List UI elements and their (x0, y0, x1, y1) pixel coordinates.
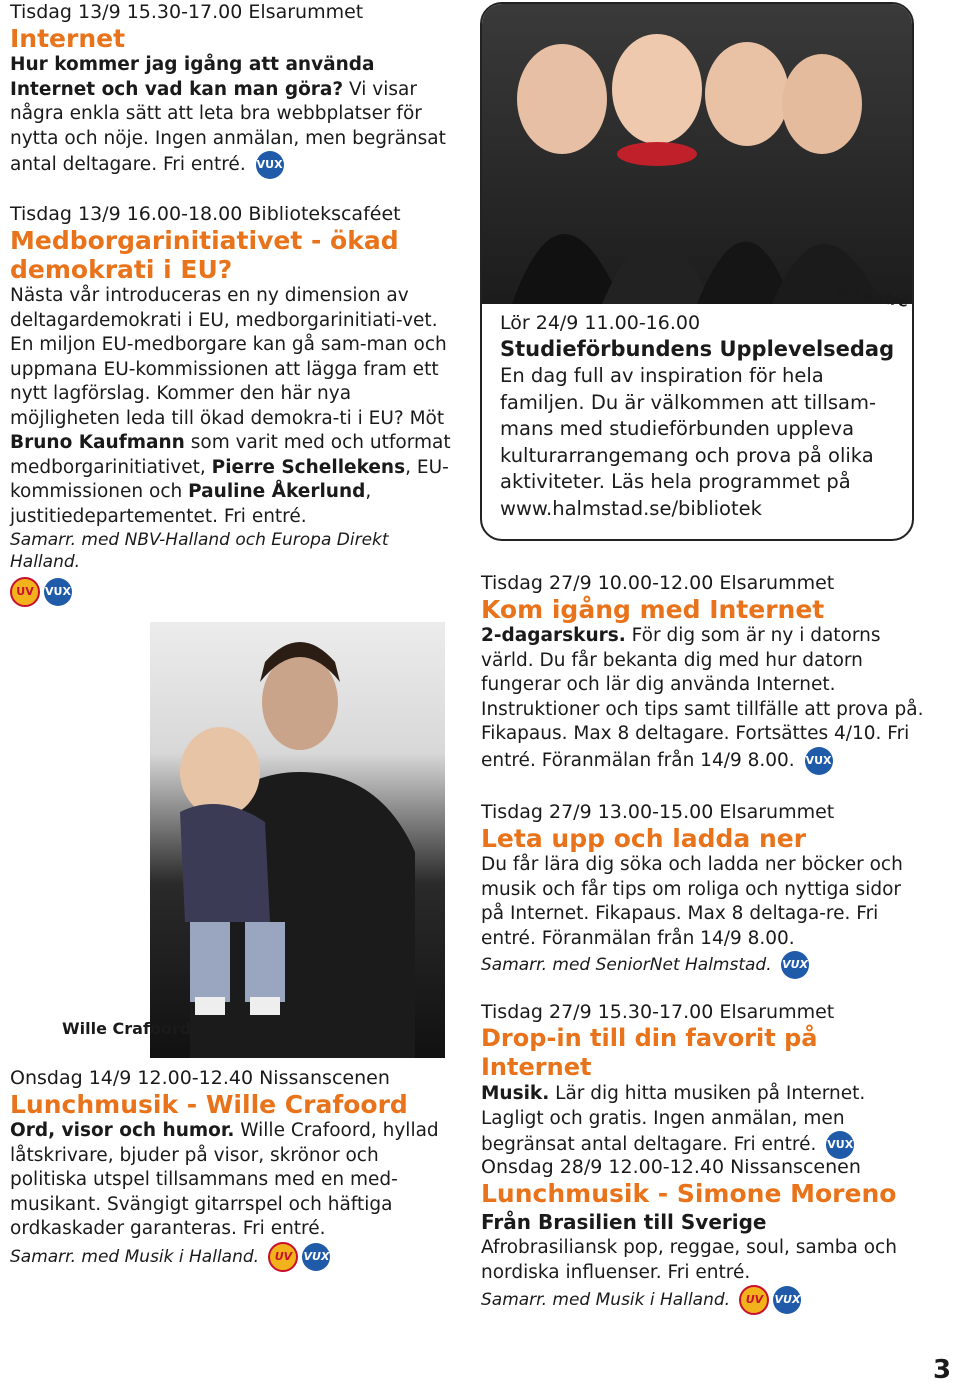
event-title: Medborgarinitiativet - ökad demokrati i EU? (10, 226, 399, 284)
event-description: Musik. Lär dig hitta musiken på Internet. Lagligt och gratis. Ingen anmälan, men begränsat antal deltagare. Fri entré. VUX (481, 1082, 926, 1159)
event-lunchmusik-wille (10, 1066, 455, 1272)
event-sponsor: Samarr. med NBV-Halland och Europa Direkt Halland. (10, 530, 389, 572)
vux-badge: VUX (773, 1286, 801, 1314)
event-date: Tisdag 27/9 15.30-17.00 Elsarummet (481, 1001, 835, 1023)
vux-badge: VUX (826, 1131, 854, 1159)
vux-badge: VUX (805, 747, 833, 775)
event-date: Onsdag 28/9 12.00-12.40 Nissanscenen (481, 1156, 861, 1178)
photo-illustration (150, 622, 445, 1058)
event-title: Kom igång med Internet (481, 595, 825, 624)
badge-row (10, 577, 455, 607)
event-description: 2-dagarskurs. För dig som är ny i datorns värld. Du får bekanta dig med hur datorn fungerar och lär dig använda Internet. Instruktioner och tips samt tillfälle att prova på. Fikapaus. Max 8 deltagare. Fortsättes 4/10. Fri entré. Föranmälan från 14/9 8.00. VUX (481, 624, 931, 775)
event-description: Hur kommer jag igång att använda Internet och vad kan man göra? Vi visar några enkla sätt att leta bra webbplatser för nytta och nöje. Ingen anmälan, men begränsat antal deltagare. Fri entré. VUX (10, 53, 460, 179)
event-title: Studieförbundens Upplevelsedag (500, 337, 895, 361)
event-date: Tisdag 13/9 16.00-18.00 Bibliotekscaféet (10, 203, 401, 225)
upplevelsedag-box (480, 2, 914, 541)
event-kom-igang (481, 571, 931, 775)
event-sponsor: Samarr. med Musik i Halland. UV VUX (10, 1242, 455, 1272)
event-description: Du får lära dig söka och ladda ner böcker och musik och får tips om roliga och nyttiga sidor på Internet. Fikapaus. Max 8 deltaga-re. Fri entré. Föranmälan från 14/9 8.00. (481, 854, 903, 949)
vux-badge: VUX (302, 1243, 330, 1271)
event-description: En dag full av inspiration för hela familjen. Du är välkommen att tillsam-mans med studieförbunden uppleva kulturarrangemang och prova på olika aktiviteter. Läs hela programmet på www.halmstad.se/bibliotek (500, 364, 877, 520)
event-title: Drop-in till din favorit på Internet (481, 1024, 818, 1081)
event-date: Tisdag 27/9 10.00-12.00 Elsarummet (481, 572, 835, 594)
event-date: Onsdag 14/9 12.00-12.40 Nissanscenen (10, 1067, 390, 1089)
box-content (500, 311, 900, 522)
event-sponsor: Samarr. med Musik i Halland. UV VUX (481, 1285, 921, 1315)
event-title: Leta upp och ladda ner (481, 824, 807, 853)
event-title: Lunchmusik - Wille Crafoord (10, 1090, 408, 1119)
event-description: Nästa vår introduceras en ny dimension av deltagardemokrati i EU, medborgarinitiati-vet. En miljon EU-medborgare kan gå sam-man och uppmana EU-kommissionen att lägga fram ett nytt lagförslag. Kommer den här nya möjligheten leda till ökad demokra-ti i EU? Möt Bruno Kaufmann som varit med och utformat medborgarinitiativet, Pierre Schellekens, EU-kommissionen och Pauline Åkerlund, justitiedepartementet. Fri entré. (10, 285, 451, 527)
event-date: Tisdag 13/9 15.30-17.00 Elsarummet (10, 1, 364, 23)
uv-badge: UV (268, 1242, 298, 1272)
girls-photo (482, 4, 912, 304)
event-date: Tisdag 27/9 13.00-15.00 Elsarummet (481, 801, 835, 823)
ribbon-fri-entre: Fri entré (836, 283, 910, 311)
event-description: Ord, visor och humor. Wille Crafoord, hyllad låtskrivare, bjuder på visor, skrönor och politiska utspel tillsammans med en med-musikant. Svängigt gitarrspel och häftiga ordkaskader garanteras. Fri entré. (10, 1120, 439, 1239)
event-sponsor: Samarr. med SeniorNet Halmstad. VUX (481, 951, 921, 979)
uv-badge: UV (10, 577, 40, 607)
event-internet (10, 0, 460, 179)
event-title: Lunchmusik - Simone Moreno (481, 1179, 897, 1208)
event-lead: Hur kommer jag igång att använda Internet och vad kan man göra? (10, 54, 375, 100)
event-medborgarinitiativet (10, 202, 455, 607)
uv-badge: UV (739, 1285, 769, 1315)
event-lunchmusik-simone (481, 1155, 921, 1315)
wille-crafoord-photo (150, 622, 445, 1058)
event-subtitle: Från Brasilien till Sverige (481, 1210, 767, 1234)
photo-caption: Wille Crafoord (62, 1019, 192, 1038)
event-leta-upp (481, 800, 921, 979)
event-title: Internet (10, 24, 126, 53)
event-drop-in (481, 1000, 926, 1159)
event-description: Afrobrasiliansk pop, reggae, soul, samba och nordiska influenser. Fri entré. (481, 1237, 897, 1283)
event-date: Lör 24/9 11.00-16.00 (500, 312, 701, 334)
vux-badge: VUX (781, 951, 809, 979)
page-number: 3 (933, 1355, 952, 1385)
vux-badge: VUX (256, 151, 284, 179)
vux-badge: VUX (44, 578, 72, 606)
photo-illustration (482, 4, 912, 304)
